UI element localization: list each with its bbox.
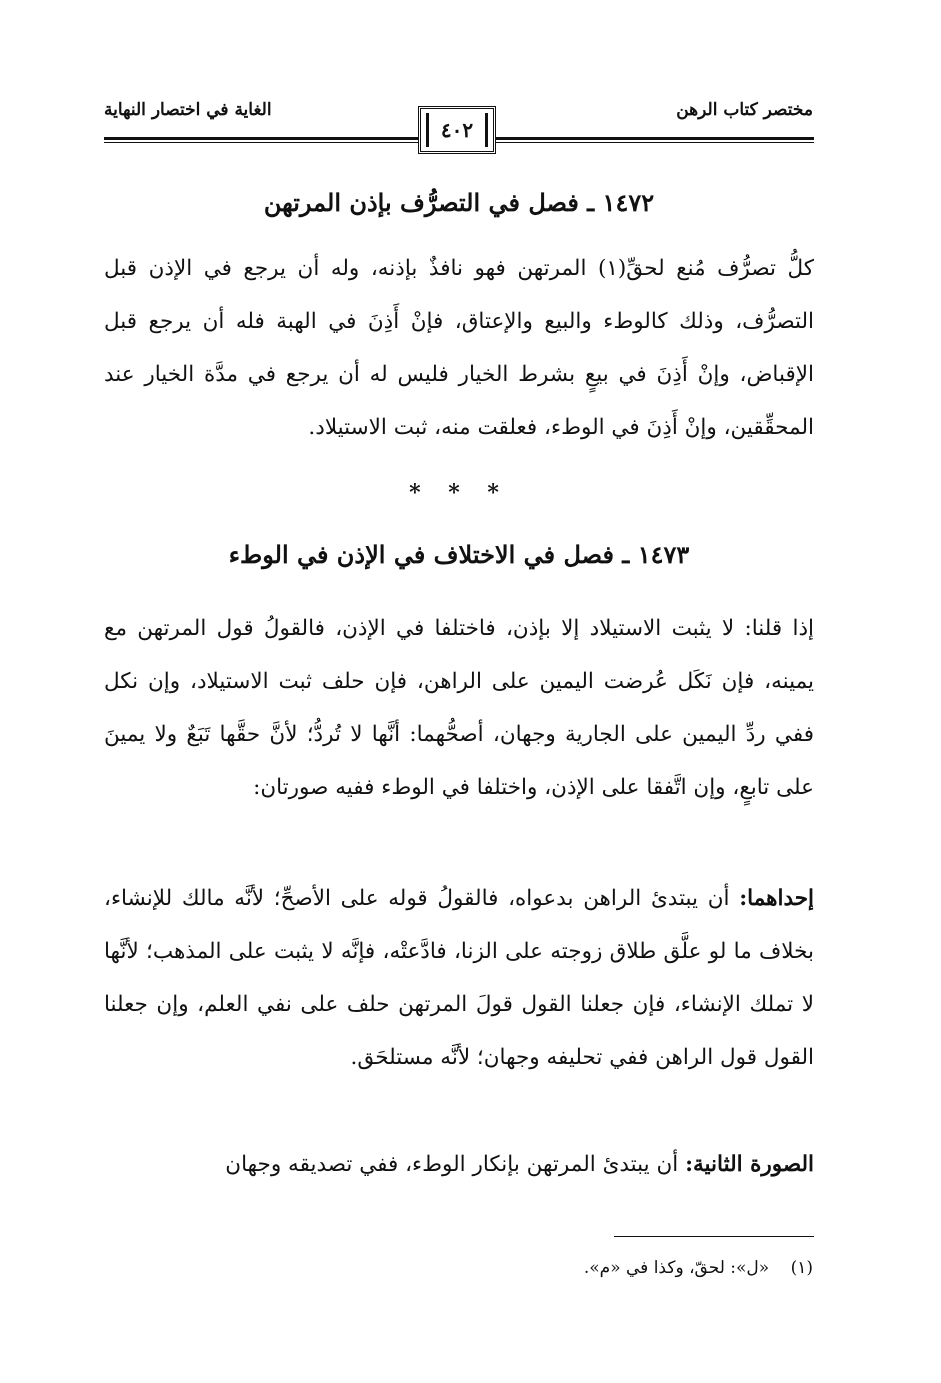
footnote-rule: [614, 1236, 814, 1237]
page-number-text: ٤٠٢: [440, 118, 474, 142]
paragraph-text: إذا قلنا: لا يثبت الاستيلاد إلا بإذن، فاختلفا في الإذن، فالقولُ قول المرتهن مع يمينه، فإن نَكَل عُرضت اليمين على الراهن، فإن حلف ثبت الاستيلاد، وإن نكل ففي ردِّ اليمين على الجارية وجهان، أصحُّهما: أنَّها لا تُردُّ؛ لأنَّ حقَّها تَبَعٌ ولا يمينَ على تابعٍ، وإن اتَّفقا على الإذن، واختلفا في الوطء ففيه صورتان:: [104, 616, 814, 800]
running-header-book-title: الغاية في اختصار النهاية: [104, 100, 272, 120]
paragraph-text: أن يبتدئ المرتهن بإنكار الوطء، ففي تصديقه وجهان: [225, 1152, 679, 1177]
paragraph-lead: إحداهما:: [739, 886, 815, 911]
paragraph-text: أن يبتدئ الراهن بدعواه، فالقولُ قوله على الأصحِّ؛ لأنَّه مالك للإنشاء، بخلاف ما لو علَّق طلاق زوجته على الزنا، فادَّعتْه، فإنَّه لا يثبت على المذهب؛ لأنَّها لا تملك الإنشاء، فإن جعلنا القول قولَ المرتهن حلف على نفي العلم، وإن جعلنا القول قول الراهن ففي تحليفه وجهان؛ لأنَّه مستلحَق.: [104, 886, 814, 1070]
footnote-text: «ل»: لحقّ، وكذا في «م».: [583, 1258, 770, 1278]
paragraph: [104, 602, 814, 814]
paragraph: [104, 242, 814, 454]
paragraph-lead: الصورة الثانية:: [685, 1152, 814, 1177]
running-header-chapter: مختصر كتاب الرهن: [676, 100, 813, 120]
paragraph-text: كلُّ تصرُّف مُنع لحقِّ(١) المرتهن فهو نافذٌ بإذنه، وله أن يرجع في الإذن قبل التصرُّف، وذلك كالوطء والبيع والإعتاق، فإنْ أَذِنَ في الهبة فله أن يرجع قبل الإقباض، وإنْ أَذِنَ في بيعٍ بشرط الخيار فليس له أن يرجع في مدَّة الخيار عند المحقِّقين، وإنْ أَذِنَ في الوطء، فعلقت منه، ثبت الاستيلاد.: [104, 256, 815, 440]
section-separator: * * *: [409, 480, 509, 506]
footnote-number: (١): [790, 1258, 813, 1278]
section-heading-1472: ١٤٧٢ ـ فصل في التصرُّف بإذن المرتهن: [263, 188, 655, 217]
paragraph: [104, 1138, 814, 1191]
section-heading-1473: ١٤٧٣ ـ فصل في الاختلاف في الإذن في الوطء: [228, 540, 690, 569]
footnote: [584, 1258, 813, 1278]
page-number: [418, 106, 496, 154]
paragraph: [104, 872, 814, 1084]
